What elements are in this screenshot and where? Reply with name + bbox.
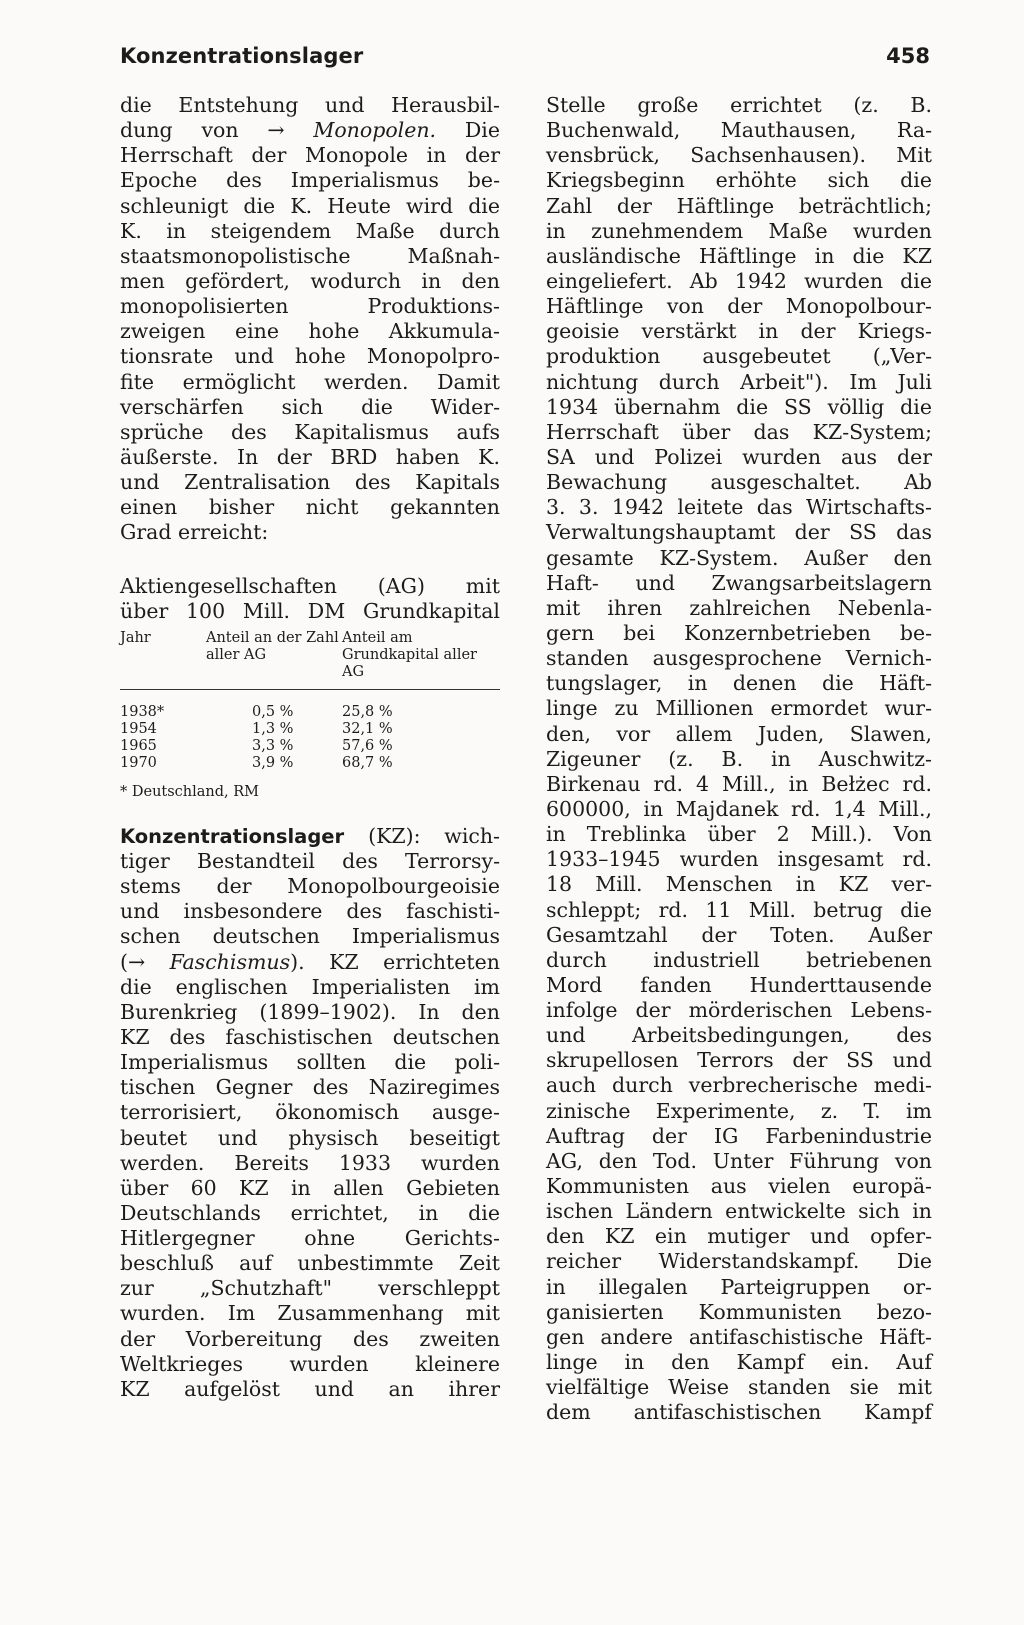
text-line: Gesamtzahl der Toten. Außer — [546, 922, 932, 947]
text-line: zur „Schutzhaft" verschleppt — [120, 1276, 500, 1301]
paragraph-continued — [546, 93, 932, 1425]
text-line: beutet und physisch beseitigt — [120, 1125, 500, 1150]
text-line: men gefördert, wodurch in den — [120, 268, 500, 293]
text-line: Verwaltungshauptamt der SS das — [546, 520, 932, 545]
header-share-count: Anteil an der Zahl aller AG — [206, 630, 342, 690]
text-line: einen bisher nicht gekannten — [120, 495, 500, 520]
text-line: den KZ ein mutiger und opfer- — [546, 1224, 932, 1249]
text-line: Buchenwald, Mauthausen, Ra- — [546, 118, 932, 143]
text-line: linge zu Millionen ermordet wur- — [546, 696, 932, 721]
text-line: und insbesondere des faschisti- — [120, 899, 500, 924]
text-line: tischen Gegner des Naziregimes — [120, 1075, 500, 1100]
text-line: Weltkrieges wurden kleinere — [120, 1351, 500, 1376]
text-line: zweigen eine hohe Akkumula- — [120, 319, 500, 344]
text-line: 600000, in Majdanek rd. 1,4 Mill., — [546, 796, 932, 821]
text-line: Deutschlands errichtet, in die — [120, 1200, 500, 1225]
text-line: Bewachung ausgeschaltet. Ab — [546, 470, 932, 495]
text-line: Kommunisten aus vielen europä- — [546, 1174, 932, 1199]
text-line: Stelle große errichtet (z. B. — [546, 93, 932, 117]
text-line: Hitlergegner ohne Gerichts- — [120, 1226, 500, 1251]
text-line: Konzentrationslager (KZ): wich- — [120, 823, 500, 848]
header-share-capital: Anteil am Grundkapital aller AG — [342, 630, 500, 690]
text-line: schleunigt die K. Heute wird die — [120, 193, 500, 218]
text-line: linge in den Kampf ein. Auf — [546, 1350, 932, 1375]
text-line: nichtung durch Arbeit"). Im Juli — [546, 369, 932, 394]
text-line: wurden. Im Zusammenhang mit — [120, 1301, 500, 1326]
table-cell: 57,6 % — [342, 737, 393, 754]
table-row — [120, 755, 500, 772]
text-line: eingeliefert. Ab 1942 wurden die — [546, 268, 932, 293]
header-year: Jahr — [120, 630, 206, 690]
text-line: schleppt; rd. 11 Mill. betrug die — [546, 897, 932, 922]
text-line: gesamte KZ-System. Außer den — [546, 545, 932, 570]
text-line: ausländische Häftlinge in die KZ — [546, 243, 932, 268]
text-line: und Zentralisation des Kapitals — [120, 470, 500, 495]
text-line: gern bei Konzernbetrieben be- — [546, 620, 932, 645]
text-line: Herrschaft über das KZ-System; — [546, 419, 932, 444]
text-line: terrorisiert, ökonomisch ausge- — [120, 1100, 500, 1125]
table-cell: 1954 — [120, 720, 157, 737]
text-line: stems der Monopolbourgeoisie — [120, 874, 500, 899]
text-line: SA und Polizei wurden aus der — [546, 444, 932, 469]
text-line: tiger Bestandteil des Terrorsy- — [120, 848, 500, 873]
text-line: 1933–1945 wurden insgesamt rd. — [546, 847, 932, 872]
text-line: K. in steigendem Maße durch — [120, 218, 500, 243]
text-line: Imperialismus sollten die poli- — [120, 1050, 500, 1075]
text-line: Birkenau rd. 4 Mill., in Bełżec rd. — [546, 771, 932, 796]
table-cell: 0,5 % — [252, 703, 294, 720]
text-line: zinische Experimente, z. T. im — [546, 1098, 932, 1123]
text-line: Herrschaft der Monopole in der — [120, 143, 500, 168]
text-line: staatsmonopolistische Maßnah- — [120, 243, 500, 268]
text-line: Zahl der Häftlinge beträchtlich; — [546, 193, 932, 218]
text-line: Mord fanden Hunderttausende — [546, 972, 932, 997]
text-line: KZ aufgelöst und an ihrer — [120, 1376, 500, 1401]
text-line: in illegalen Parteigruppen or- — [546, 1274, 932, 1299]
text-line: und Arbeitsbedingungen, des — [546, 1023, 932, 1048]
text-line: vielfältige Weise standen sie mit — [546, 1375, 932, 1400]
text-line: Kriegsbeginn erhöhte sich die — [546, 168, 932, 193]
text-line: schen deutschen Imperialismus — [120, 924, 500, 949]
text-line: reicher Widerstandskampf. Die — [546, 1249, 932, 1274]
page-number: 458 — [886, 44, 930, 68]
text-line: in zunehmendem Maße wurden — [546, 218, 932, 243]
running-head: Konzentrationslager — [120, 44, 364, 68]
table-cell: 1970 — [120, 754, 157, 771]
table-cell: 1938* — [120, 703, 165, 720]
text-line: verschärfen sich die Wider- — [120, 394, 500, 419]
text-line: gen andere antifaschistische Häft- — [546, 1324, 932, 1349]
table-cell: 68,7 % — [342, 754, 393, 771]
text-line: in Treblinka über 2 Mill.). Von — [546, 822, 932, 847]
text-line: durch industriell betriebenen — [546, 947, 932, 972]
table-cell: 3,9 % — [252, 754, 294, 771]
text-line: dung von → Monopolen. Die — [120, 118, 500, 143]
stats-table — [120, 630, 500, 772]
text-line: Auftrag der IG Farbenindustrie — [546, 1123, 932, 1148]
text-line: 18 Mill. Menschen in KZ ver- — [546, 872, 932, 897]
text-line: skrupellosen Terrors der SS und — [546, 1048, 932, 1073]
paragraph-intro — [120, 93, 500, 546]
paragraph-entry — [120, 824, 500, 1402]
text-line: (→ Faschismus). KZ errichteten — [120, 949, 500, 974]
text-line: produktion ausgebeutet („Ver- — [546, 344, 932, 369]
text-line: Epoche des Imperialismus be- — [120, 168, 500, 193]
text-line: 1934 übernahm die SS völlig die — [546, 394, 932, 419]
text-line: AG, den Tod. Unter Führung von — [546, 1148, 932, 1173]
text-line: KZ des faschistischen deutschen — [120, 1024, 500, 1049]
table-row — [120, 721, 500, 738]
text-line: fite ermöglicht werden. Damit — [120, 369, 500, 394]
table-footnote: * Deutschland, RM — [120, 783, 260, 800]
table-cell: 32,1 % — [342, 720, 393, 737]
text-line: der Vorbereitung des zweiten — [120, 1326, 500, 1351]
text-line: die englischen Imperialisten im — [120, 974, 500, 999]
text-line: ganisierten Kommunisten bezo- — [546, 1299, 932, 1324]
text-line: tungslager, in denen die Häft- — [546, 671, 932, 696]
table-row — [120, 689, 500, 721]
text-line: Haft- und Zwangsarbeitslagern — [546, 570, 932, 595]
text-line: Zigeuner (z. B. in Auschwitz- — [546, 746, 932, 771]
text-line: werden. Bereits 1933 wurden — [120, 1150, 500, 1175]
text-line: Grad erreicht: — [120, 520, 269, 545]
text-line: infolge der mörderischen Lebens- — [546, 998, 932, 1023]
text-line: 3. 3. 1942 leitete das Wirtschafts- — [546, 495, 932, 520]
table-cell: 3,3 % — [252, 737, 294, 754]
text-line: beschluß auf unbestimmte Zeit — [120, 1251, 500, 1276]
text-line: Häftlinge von der Monopolbour- — [546, 294, 932, 319]
text-line: die Entstehung und Herausbil- — [120, 93, 500, 117]
text-line: äußerste. In der BRD haben K. — [120, 444, 500, 469]
table-cell: 1,3 % — [252, 720, 294, 737]
text-line: standen ausgesprochene Vernich- — [546, 646, 932, 671]
caption-line: Aktiengesellschaften (AG) mit — [120, 573, 500, 598]
right-column — [546, 93, 932, 1425]
text-line: den, vor allem Juden, Slawen, — [546, 721, 932, 746]
table-cell: 1965 — [120, 737, 157, 754]
text-line: vensbrück, Sachsenhausen). Mit — [546, 143, 932, 168]
left-column — [120, 93, 500, 1402]
text-line: sprüche des Kapitalismus aufs — [120, 419, 500, 444]
table-row — [120, 738, 500, 755]
page-header — [120, 44, 930, 84]
text-line: mit ihren zahlreichen Nebenla- — [546, 595, 932, 620]
text-line: Burenkrieg (1899–1902). In den — [120, 999, 500, 1024]
text-line: auch durch verbrecherische medi- — [546, 1073, 932, 1098]
table-caption — [120, 574, 500, 624]
text-line: monopolisierten Produktions- — [120, 294, 500, 319]
entry-term: Konzentrationslager — [120, 824, 369, 848]
text-line: ischen Ländern entwickelte sich in — [546, 1199, 932, 1224]
table-cell: 25,8 % — [342, 703, 393, 720]
text-line: geoisie verstärkt in der Kriegs- — [546, 319, 932, 344]
text-line: über 60 KZ in allen Gebieten — [120, 1175, 500, 1200]
text-line: tionsrate und hohe Monopolpro- — [120, 344, 500, 369]
text-line: dem antifaschistischen Kampf — [546, 1400, 932, 1425]
caption-line: über 100 Mill. DM Grundkapital — [120, 598, 500, 623]
